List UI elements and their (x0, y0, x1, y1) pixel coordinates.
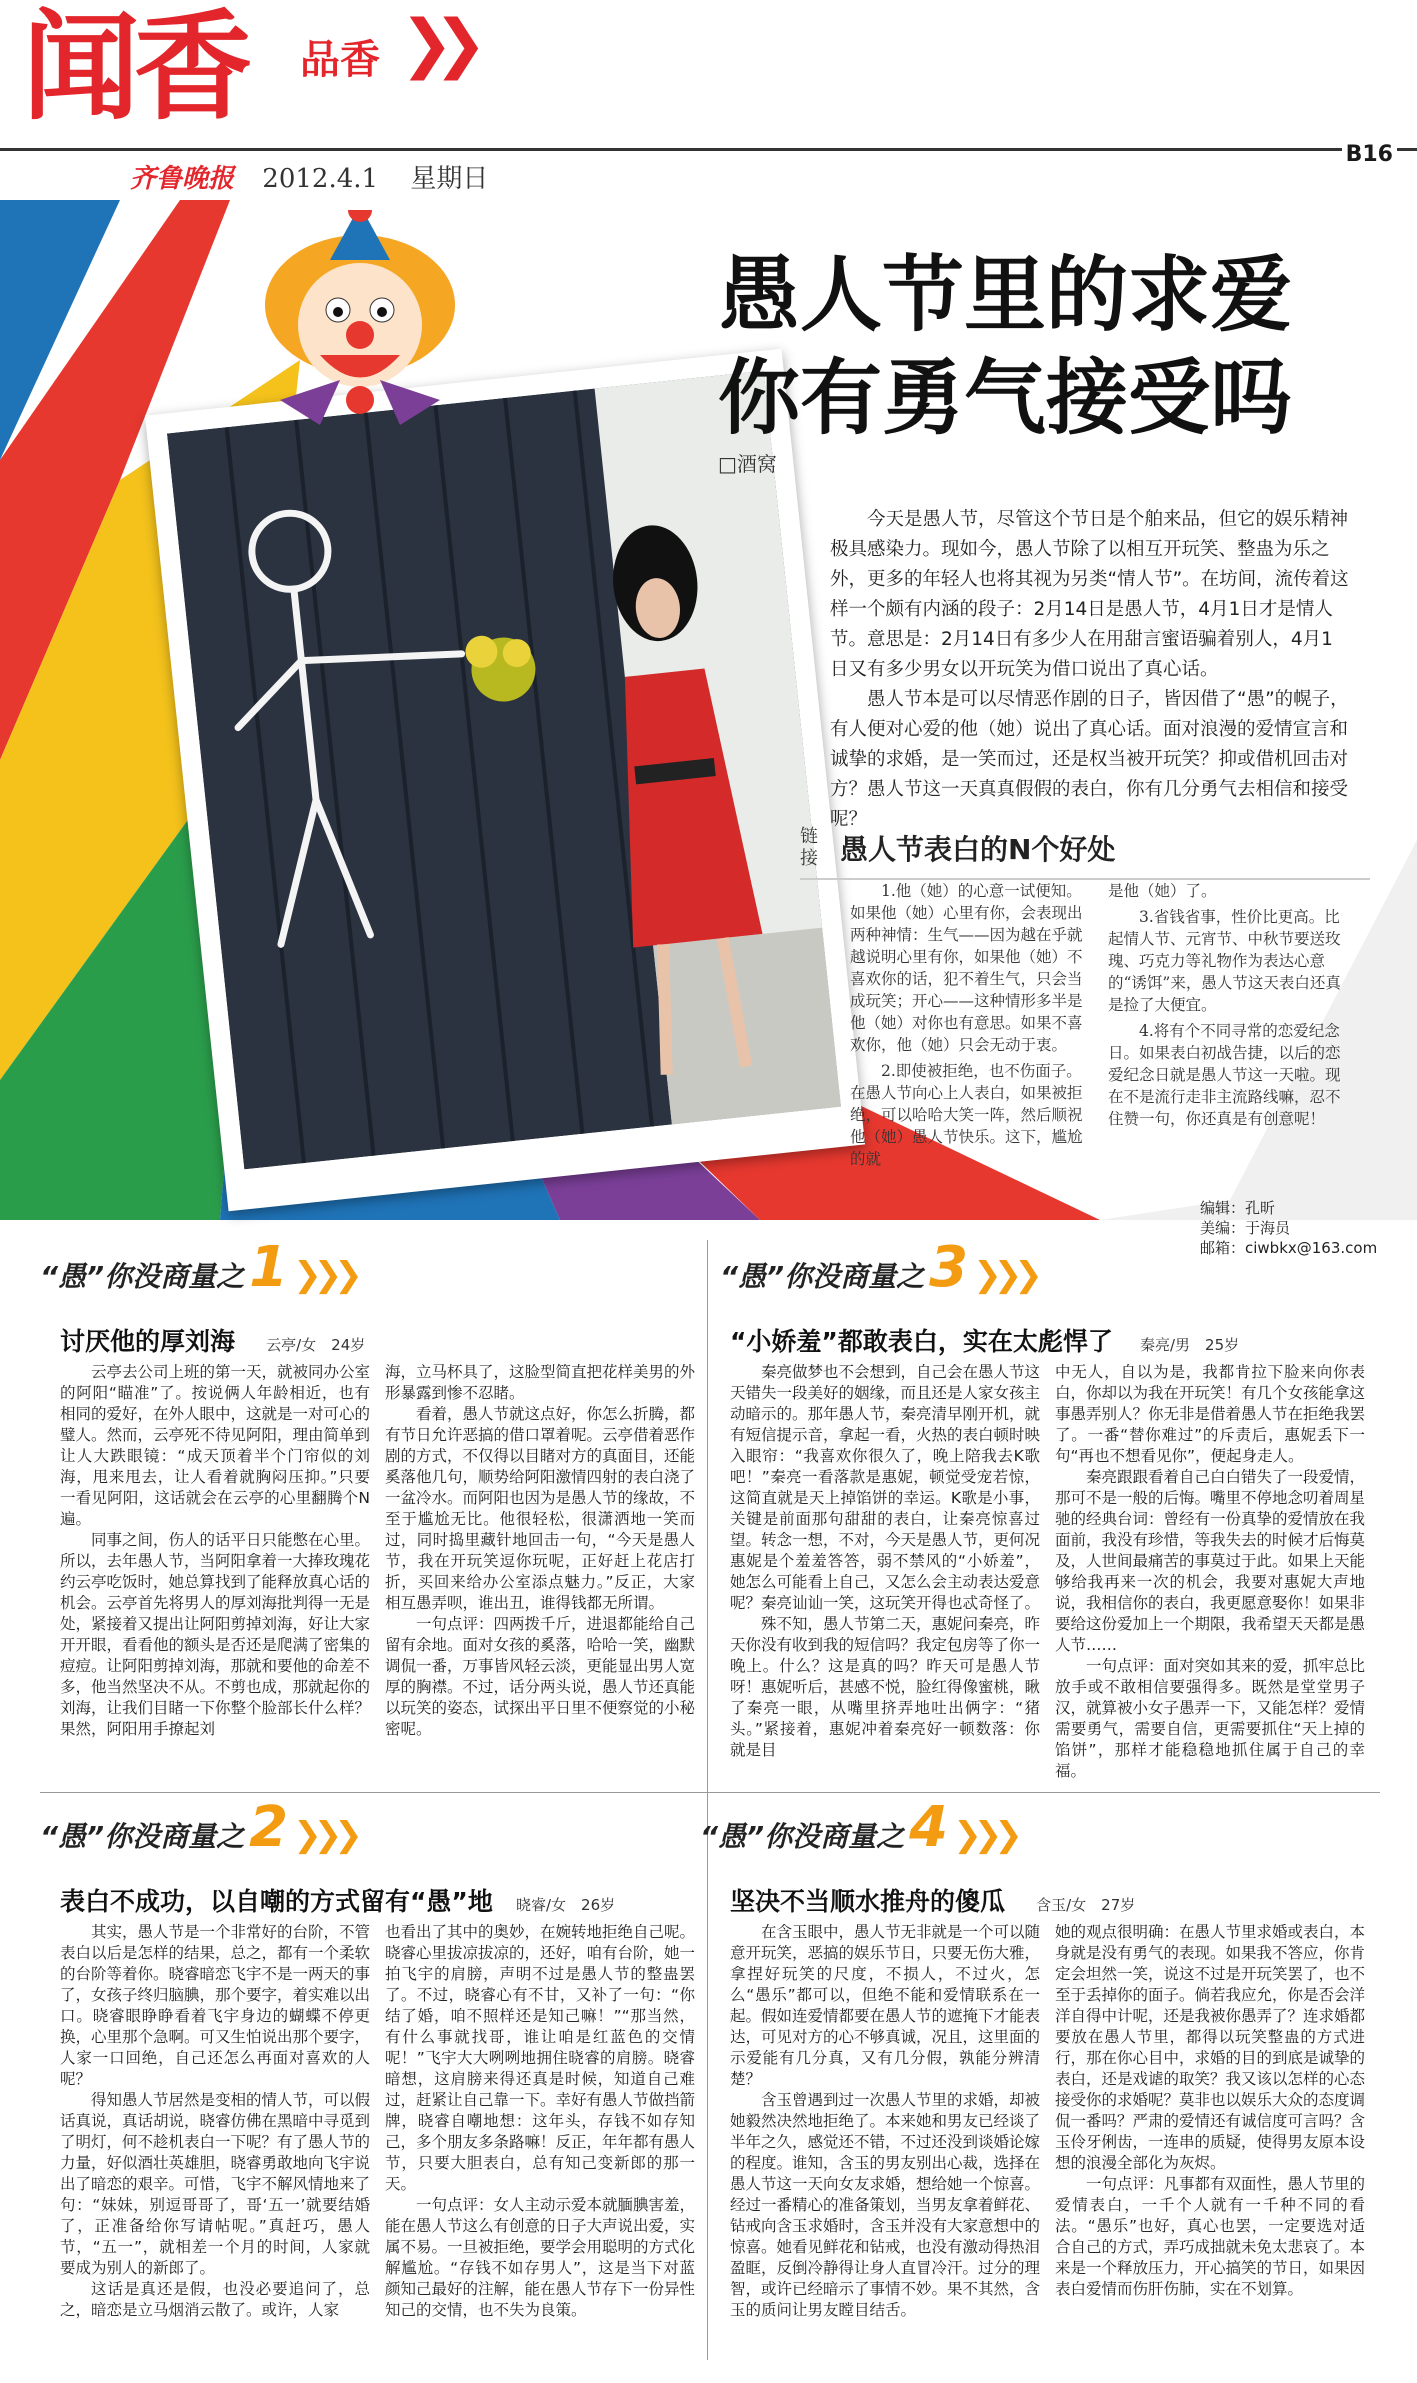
sidebar-column-2 (1108, 880, 1348, 1134)
article-title: 讨厌他的厚刘海 (60, 1327, 236, 1356)
section-label: “愚”你没商量之 (700, 1820, 905, 1853)
masthead-title: 闻香 (22, 0, 247, 136)
article-title: 表白不成功，以自嘲的方式留有“愚”地 (60, 1887, 493, 1916)
article-paragraph: 其实，愚人节是一个非常好的台阶，不管表白以后是怎样的结果，总之，都有一个柔软的台阶等着你。晓睿暗恋飞宇不是一两天的事了，女孩子终归脑腆，那个要字，着实难以出口。晓睿眼睁睁看着飞宇身边的蝴蝶不停更换，心里那个急啊。可又生怕说出那个要字，人家一口回绝，自己还怎么再面对喜欢的人呢？ (60, 1923, 371, 2088)
intro-paragraph: 今天是愚人节，尽管这个节日是个舶来品，但它的娱乐精神极具感染力。现如今，愚人节除了以相互开玩笑、整蛊为乐之外，更多的年轻人也将其视为另类“情人节”。在坊间，流传着这样一个颇有内涵的段子：2月14日是愚人节，4月1日才是情人节。意思是：2月14日有多少人在用甜言蜜语骗着别人，4月1日又有多少男女以开玩笑为借口说出了真心话。 (830, 509, 1349, 680)
sidebar-heading: 愚人节表白的N个好处 (840, 833, 1116, 866)
article-paragraph: 她的观点很明确：在愚人节里求婚或表白，本身就是没有勇气的表现。如果我不答应，你肯定会坦然一笑，说这不过是开玩笑罢了，也不至于丢掉你的面子。倘若我应允，你是否会洋洋自得中计呢，还是我被你愚弄了？连求婚都要放在愚人节里，都得以玩笑整蛊的方式进行，那在你心目中，求婚的目的到底是诚挚的表白，还是戏谑的取笑？我又该以怎样的心态接受你的求婚呢？莫非也以娱乐大众的态度调侃一番吗？严肃的爱情还有诚信度可言吗？含玉伶牙俐齿，一连串的质疑，使得男友原本设想的浪漫全部化为灰烬。 (1055, 1923, 1366, 2172)
masthead-chevron-icon: ❯❯ (400, 7, 468, 81)
article-paragraph: 一句点评：凡事都有双面性，愚人节里的爱情表白，一千个人就有一千种不同的看法。“愚乐”也好，真心也罢，一定要选对适合自己的方式，弄巧成拙就未免太悲哀了。本来是一个释放压力，开心搞笑的节日，如果因表白爱情而伤肝伤肺，实在不划算。 (1055, 2175, 1366, 2298)
sidebar-column-1 (850, 880, 1090, 1174)
sidebar-paragraph: 是他（她）了。 (1108, 882, 1217, 900)
designer-name: 美编：于海员 (1200, 1219, 1291, 1237)
headline (718, 245, 1292, 450)
hero-photo-frame (145, 349, 865, 1212)
section-2-title-row (60, 1882, 615, 1918)
sidebar-paragraph: 1.他（她）的心意一试便知。如果他（她）心里有你，会表现出两种神情：生气——因为越在乎就越说明心里有你，如果他（她）不喜欢你的话，犯不着生气，只会当成玩笑；开心——这种情形多半是他（她）对你也有意思。如果不喜欢你，他（她）只会无动于衷。 (850, 882, 1083, 1054)
article-title: 坚决不当顺水推舟的傻瓜 (730, 1887, 1006, 1916)
article-author: 秦亮/男 25岁 (1139, 1336, 1240, 1354)
row-divider (40, 1792, 1380, 1793)
section-4-title-row (730, 1882, 1135, 1918)
section-chevron-icon: ❯❯❯ (973, 1255, 1035, 1295)
section-number: 2 (249, 1795, 289, 1860)
section-chevron-icon: ❯❯❯ (953, 1815, 1015, 1855)
sidebar-paragraph: 2.即使被拒绝，也不伤面子。在愚人节向心上人表白，如果被拒绝，可以哈哈大笑一阵，然后顺祝他（她）愚人节快乐。这下，尴尬的就 (850, 1062, 1083, 1168)
article-paragraph: 云亭去公司上班的第一天，就被同办公室的阿阳“瞄准”了。按说俩人年龄相近，也有相同的爱好，在外人眼中，这就是一对可心的璧人。然而，云亭死不待见阿阳，理由简单到让人大跌眼镜：“成天顶着半个门帘似的刘海，甩来甩去，让人看着就胸闷压抑。”只要一看见阿阳，这话就会在云亭的心里翻腾个N遍。 (60, 1363, 371, 1528)
article-paragraph: 一句点评：女人主动示爱本就腼腆害羞，能在愚人节这么有创意的日子大声说出爱，实属不易。一旦被拒绝，要学会用聪明的方式化解尴尬。“存钱不如存男人”，这是当下对蓝颜知己最好的注解，能在愚人节存下一份异性知己的交情，也不失为良策。 (385, 2196, 696, 2319)
headline-line-2: 你有勇气接受吗 (718, 350, 1293, 446)
article-paragraph: 同事之间，伤人的话平日只能憋在心里。所以，去年愚人节，当阿阳拿着一大捧玫瑰花约云亭吃饭时，她总算找到了能释放真心话的机会。云亭首先将男人的厚刘海批判得一无是处，紧接着又提出让阿阳剪掉刘海，好让大家开开眼，看看他的额头是否还是爬满了密集的痘痘。让阿阳剪掉刘海，那就和要他的命差不多，他当然坚决不从。不剪也成，那就起你的刘海，让我们目睹一下你整个脸部长什么样？果然，阿阳用手撩起刘 (60, 1531, 371, 1738)
article-paragraph: 秦亮做梦也不会想到，自己会在愚人节这天错失一段美好的姻缘，而且还是人家女孩主动暗示的。那年愚人节，秦亮清早刚开机，就有短信提示音，拿起一看，火热的表白顿时映入眼帘：“我喜欢你很久了，晚上陪我去K歌吧！”秦亮一看落款是惠妮，顿觉受宠若惊，这简直就是天上掉馅饼的幸运。K歌是小事，关键是前面那句甜甜的表白，让秦亮惊喜过望。转念一想，不对，今天是愚人节，更何况惠妮是个羞羞答答，弱不禁风的“小娇羞”，她怎么可能看上自己，又怎么会主动表达爱意呢？秦亮讪讪一笑，这玩笑开得也忒奇怪了。 (730, 1363, 1041, 1612)
article-paragraph: 看着，愚人节就这点好，你怎么折腾，都有节日允许恶搞的借口罩着呢。云亭借着恶作剧的方式，不仅得以目睹对方的真面目，还能奚落他几句，顺势给阿阳激情四射的表白浇了一盆冷水。而阿阳也因为是愚人节的缘故，不至于尴尬无比。他很轻松，很潇洒地一笑而过，同时捣里藏针地回击一句，“今天是愚人节，我在开玩笑逗你玩呢，正好赶上花店打折，买回来给办公室添点魅力。”反正，大家相互愚弄呗，谁出丑，谁得钱都无所谓。 (385, 1405, 696, 1612)
article-author: 云亭/女 24岁 (266, 1336, 366, 1354)
article-paragraph: 海，立马杯具了，这脸型简直把花样美男的外形暴露到惨不忍睹。 (385, 1363, 696, 1402)
contact-email: 邮箱：ciwbkx@163.com (1200, 1239, 1378, 1257)
masthead-subtitle: 品香 (300, 37, 380, 83)
hero-photo (167, 371, 841, 1170)
intro-text (830, 505, 1350, 835)
section-number: 3 (929, 1235, 969, 1300)
section-1-title-row (60, 1322, 365, 1358)
sidebar-paragraph: 4.将有个不同寻常的恋爱纪念日。如果表白初战告捷，以后的恋爱纪念日就是愚人节这一天啦。现在不是流行走非主流路线嘛，忍不住赞一句，你还真是有创意呢！ (1108, 1022, 1341, 1128)
section-3-title-row (730, 1322, 1239, 1358)
section-3-column-1 (730, 1362, 1040, 1761)
clown-illustration (260, 210, 460, 430)
article-paragraph: 在含玉眼中，愚人节无非就是一个可以随意开玩笑，恶搞的娱乐节日，只要无伤大雅，拿捏好玩笑的尺度，不损人，不过火，怎么“愚乐”都可以，但绝不能和爱情联系在一起。假如连爱情都要在愚人节的遮掩下才能表达，可见对方的心不够真诚，况且，这里面的示爱能有几分真，又有几分假，孰能分辨清楚？ (730, 1923, 1041, 2088)
article-paragraph: 这话是真还是假，也没必要追问了，总之，暗恋是立马烟消云散了。或许，人家 (60, 2280, 370, 2319)
section-chevron-icon: ❯❯❯ (293, 1815, 355, 1855)
section-label: “愚”你没商量之 (40, 1820, 245, 1853)
section-3-header (720, 1235, 1035, 1300)
article-author: 含玉/女 27岁 (1036, 1896, 1136, 1914)
article-paragraph: 得知愚人节居然是变相的情人节，可以假话真说，真话胡说，晓睿仿佛在黑暗中寻觅到了明灯，何不趁机表白一下呢？有了愚人节的力量，好似酒壮英雄胆，晓睿勇敢地向飞宇说出了暗恋的艰辛。可惜，飞宇不解风情地来了句：“妹妹，别逗哥哥了，哥‘五一’就要结婚了，正准备给你写请帖呢。”真赶巧，愚人节，“五一”，就相差一个月的时间，人家就要成为别人的新郎了。 (60, 2091, 371, 2277)
sidebar-paragraph: 3.省钱省事，性价比更高。比起情人节、元宵节、中秋节要送玫瑰、巧克力等礼物作为表达心意的“诱饵”来，愚人节这天表白还真是捡了大便宜。 (1108, 908, 1341, 1014)
article-paragraph: 中无人，自以为是，我都肯拉下脸来向你表白，你却以为我在开玩笑！有几个女孩能拿这事愚弄别人？你无非是借着愚人节在拒绝我罢了。一番“替你难过”的斥责后，惠妮丢下一句“再也不想看见你”，便起身走人。 (1055, 1363, 1366, 1465)
section-label: “愚”你没商量之 (720, 1260, 925, 1293)
headline-line-1: 愚人节里的求爱 (718, 248, 1293, 343)
masthead-dateline (130, 158, 488, 195)
section-4-column-1 (730, 1922, 1040, 2321)
editor-name: 编辑：孔昕 (1200, 1199, 1276, 1217)
section-number: 4 (909, 1795, 949, 1860)
page-number: B16 (1342, 142, 1397, 167)
article-paragraph: 含玉曾遇到过一次愚人节里的求婚，却被她毅然决然地拒绝了。本来她和男友已经谈了半年之久，感觉还不错，不过还没到谈婚论嫁的程度。谁知，含玉的男友别出心裁，选择在愚人节这一天向女友求婚，想给她一个惊喜。经过一番精心的准备策划，当男友拿着鲜花、钻戒向含玉求婚时，含玉并没有大家意想中的惊喜。她看见鲜花和钻戒，也没有激动得热泪盈眶，反倒冷静得让身人直冒冷汗。过分的理智，或许已经暗示了事情不妙。果不其然，含玉的质问让男友瞠目结舌。 (730, 2091, 1041, 2319)
section-3-column-2 (1055, 1362, 1365, 1782)
issue-date: 2012.4.1 (262, 164, 379, 194)
section-2-column-2 (385, 1922, 695, 2321)
section-2-column-1 (60, 1922, 370, 2321)
section-number: 1 (249, 1235, 289, 1300)
section-label: “愚”你没商量之 (40, 1260, 245, 1293)
section-chevron-icon: ❯❯❯ (293, 1255, 355, 1295)
newspaper-brand: 齐鲁晚报 (130, 164, 235, 194)
section-2-header (40, 1795, 355, 1860)
article-paragraph: 也看出了其中的奥妙，在婉转地拒绝自己呢。晓睿心里拔凉拔凉的，还好，咱有台阶，她一拍飞宇的肩膀，声明不过是愚人节的整蛊罢了。不过，晓睿心有不甘，又补了一句：“你结了婚，咱不照样还是知己嘛！”“那当然，有什么事就找哥，谁让咱是红蓝色的交情呢！”飞宇大大咧咧地拥住晓睿的肩膀。晓睿暗想，这肩膀来得还真是时候，知道自己难过，赶紧让自己靠一下。幸好有愚人节做挡箭牌，晓睿自嘲地想：这年头，存钱不如存知己，多个朋友多条路嘛！反正，年年都有愚人节，只要大胆表白，总有知己变新郎的那一天。 (385, 1923, 696, 2193)
masthead-rule (0, 148, 1417, 151)
article-paragraph: 一句点评：四两拨千斤，进退都能给自己留有余地。面对女孩的奚落，哈哈一笑，幽默调侃一番，万事皆风轻云淡，更能显出男人宽厚的胸襟。不过，话分两头说，愚人节还真能以玩笑的姿态，试探出平日里不便察觉的小秘密呢。 (385, 1615, 696, 1738)
section-1-column-2 (385, 1362, 695, 1740)
article-paragraph: 秦亮跟跟看着自己白白错失了一段爱情，那可不是一般的后悔。嘴里不停地念叨着周星驰的经典台词：曾经有一份真挚的爱情放在我面前，我没有珍惜，等我失去的时候才后悔莫及，人世间最痛苦的事莫过于此。如果上天能够给我再来一次的机会，我要对惠妮大声地说，我相信你的表白，我更愿意娶你！如果非要给这份爱加上一个期限，我希望天天都是愚人节…… (1055, 1468, 1366, 1654)
section-4-header (700, 1795, 1015, 1860)
article-paragraph: 一句点评：面对突如其来的爱，抓牢总比放手或不敢相信要强得多。既然是堂堂男子汉，就算被小女子愚弄一下，又能怎样？爱情需要勇气，需要自信，更需要抓住“天上掉的馅饼”，那样才能稳稳地抓住属于自己的幸福。 (1055, 1657, 1366, 1780)
sidebar-tag: 链接 (800, 826, 818, 869)
article-paragraph: 殊不知，愚人节第二天，惠妮问秦亮，昨天你没有收到我的短信吗？我定包房等了你一晚上。什么？这是真的吗？昨天可是愚人节呀！惠妮听后，甚感不悦，脸红得像蜜桃，瞅了秦亮一眼，从嘴里挤弄地吐出俩字：“猪头。”紧接着，惠妮冲着秦亮好一顿数落：你就是目 (730, 1615, 1041, 1759)
byline: □酒窝 (718, 452, 777, 476)
article-author: 晓睿/女 26岁 (515, 1896, 616, 1914)
section-4-column-2 (1055, 1922, 1365, 2300)
section-1-header (40, 1235, 355, 1300)
section-1-column-1 (60, 1362, 370, 1740)
intro-paragraph: 愚人节本是可以尽情恶作剧的日子，皆因借了“愚”的幌子，有人便对心爱的他（她）说出了真心话。面对浪漫的爱情宣言和诚挚的求婚，是一笑而过，还是权当被开玩笑？抑或借机回击对方？愚人节这一天真真假假的表白，你有几分勇气去相信和接受呢？ (830, 689, 1349, 830)
issue-weekday: 星期日 (410, 164, 489, 194)
article-title: “小娇羞”都敢表白，实在太彪悍了 (730, 1327, 1113, 1356)
editor-credits (1200, 1198, 1377, 1258)
